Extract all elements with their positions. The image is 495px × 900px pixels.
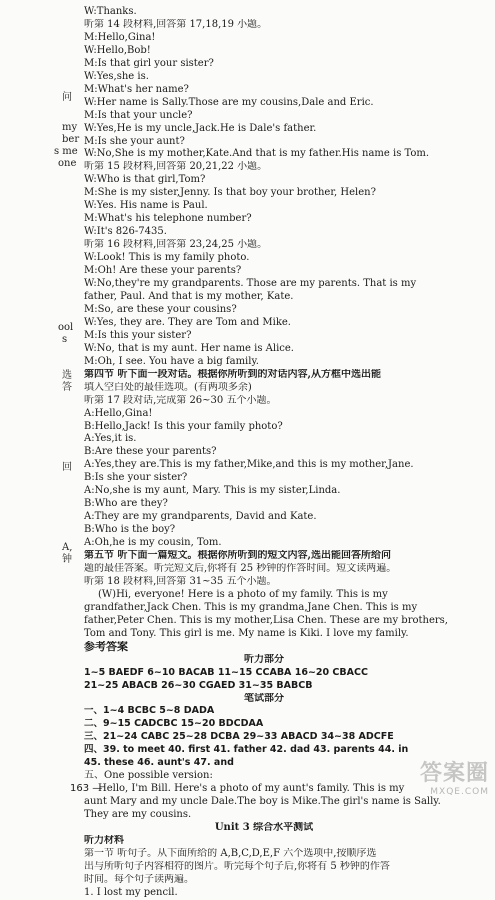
text-line: M:What's her name? xyxy=(84,83,189,95)
page-number: 163 — xyxy=(70,783,103,794)
text-line: 1. I lost my pencil. xyxy=(84,886,178,898)
text-line: M:So, are these your cousins? xyxy=(84,303,237,315)
text-line: M:She is my sister,Jenny. Is that boy your brother, Helen? xyxy=(84,187,376,199)
margin-note: 答 xyxy=(62,382,72,393)
text-line: A:They are my grandparents, David and Kate. xyxy=(84,511,317,523)
answer-row: 一、1~4 BCBC 5~8 DADA xyxy=(84,705,215,717)
section-instruction: 填入空白处的最佳选项。(有两项多余) xyxy=(84,381,252,393)
text-line: W:Yes. His name is Paul. xyxy=(84,200,208,212)
text-line: W:Her name is Sally.Those are my cousins,Dale and Eric. xyxy=(84,96,374,108)
left-margin-notes xyxy=(0,0,80,800)
text-line: Tom and Tony. This girl is me. My name is Kiki. I love my family. xyxy=(84,627,409,639)
text-line: W:No,She is my mother,Kate.And that is my father.His name is Tom. xyxy=(84,148,430,160)
text-line: W:Thanks. xyxy=(84,6,137,17)
text-line: M:Is that girl your sister? xyxy=(84,57,214,69)
answer-row: 三、21~24 CABC 25~28 DCBA 29~33 ABACD 34~38 ADCFE xyxy=(84,731,394,743)
text-line: M:Oh, I see. You have a big family. xyxy=(84,355,259,367)
section-heading: 第五节 听下面一篇短文。根据你所听到的短文内容,选出能回答所给问 xyxy=(84,550,391,562)
text-line: B:Who are they? xyxy=(84,498,168,510)
text-line: A:Oh,he is my cousin, Tom. xyxy=(84,537,222,549)
section-instruction: 出与所听句子内容相符的图片。听完每个句子后,你将有 5 秒钟的作答 xyxy=(84,860,390,872)
text-line: W:Yes,He is my uncle,Jack.He is Dale's father. xyxy=(84,122,317,134)
text-line: W:Yes,she is. xyxy=(84,70,149,82)
text-line: M:Oh! Are these your parents? xyxy=(84,265,242,277)
listening-part-heading: 听力部分 xyxy=(244,653,284,665)
text-line: A:Hello,Gina! xyxy=(84,407,153,419)
section-heading: 第四节 听下面一段对话。根据你所听到的对话内容,从方框中选出能 xyxy=(84,368,381,380)
text-line: W:Yes, they are. They are Tom and Mike. xyxy=(84,316,291,328)
section-instruction: 题的最佳答案。听完短文后,你将有 25 秒钟的作答时间。短文读两遍。 xyxy=(84,562,397,574)
margin-note: one xyxy=(58,158,77,169)
text-line: W:No, that is my aunt. Her name is Alice. xyxy=(84,342,294,354)
text-line: M:Is that your uncle? xyxy=(84,109,193,121)
text-line: aunt Mary and my uncle Dale.The boy is Mike.The girl's name is Sally. xyxy=(84,796,441,808)
section-instruction: 听第 14 段材料,回答第 17,18,19 小题。 xyxy=(84,18,268,30)
text-line: A:Yes,it is. xyxy=(84,433,137,445)
margin-note: s xyxy=(62,334,68,345)
text-line: A:No,she is my aunt, Mary. This is my sister,Linda. xyxy=(84,485,341,497)
text-line: W:Hello,Bob! xyxy=(84,44,151,56)
watermark-logo: 答案圈 MXQE.COM xyxy=(419,761,489,797)
section-instruction: 听第 15 段材料,回答第 20,21,22 小题。 xyxy=(84,161,268,173)
text-line: 五、One possible version: xyxy=(84,770,213,782)
margin-note: my xyxy=(62,122,78,133)
answer-row: 21~25 ABACB 26~30 CGAED 31~35 BABCB xyxy=(84,679,313,691)
margin-note: ool xyxy=(58,322,74,333)
written-part-heading: 笔试部分 xyxy=(244,692,284,704)
text-line: B:Hello,Jack! Is this your family photo? xyxy=(84,420,283,432)
answer-row: 45. these 46. aunt's 47. and xyxy=(84,757,234,769)
margin-note: A, xyxy=(62,542,73,553)
answer-row: 四、39. to meet 40. first 41. father 42. dad 43. parents 44. in xyxy=(84,744,409,756)
text-line: Hello, I'm Bill. Here's a photo of my aunt's family. This is my xyxy=(98,783,405,795)
text-line: W:Look! This is my family photo. xyxy=(84,252,250,264)
text-line: W:No,they're my grandparents. Those are my parents. That is my xyxy=(84,278,417,290)
listening-material-heading: 听力材料 xyxy=(84,835,124,846)
text-line: (W)Hi, everyone! Here is a photo of my family. This is my xyxy=(98,588,388,600)
text-line: M:Hello,Gina! xyxy=(84,31,156,43)
margin-note: 回 xyxy=(62,462,72,473)
text-line: M:Is this your sister? xyxy=(84,329,192,341)
text-line: A:Yes,they are.This is my father,Mike,and this is my mother,Jane. xyxy=(84,459,414,471)
text-line: They are my cousins. xyxy=(84,809,192,821)
margin-note: ber xyxy=(62,134,80,145)
section-instruction: 听第 18 段材料,回答第 31~35 五个小题。 xyxy=(84,575,277,587)
text-line: W:It's 826-7435. xyxy=(84,226,167,238)
answer-row: 1~5 BAEDF 6~10 BACAB 11~15 CCABA 16~20 CBACC xyxy=(84,666,368,678)
text-line: B:Are these your parents? xyxy=(84,446,217,458)
unit-heading: Unit 3 综合水平测试 xyxy=(214,822,314,834)
section-heading: 第一节 听句子。从下面所给的 A,B,C,D,E,F 六个选项中,按顺序选 xyxy=(84,847,377,859)
margin-note: 选 xyxy=(62,370,72,381)
section-instruction: 听第 17 段对话,完成第 26~30 五个小题。 xyxy=(84,394,277,406)
text-line: father, Paul. And that is my mother, Kate. xyxy=(84,290,294,302)
text-line: M:Is she your aunt? xyxy=(84,135,185,147)
text-line: W:Who is that girl,Tom? xyxy=(84,174,206,186)
text-line: B:Is she your sister? xyxy=(84,472,188,484)
text-line: M:What's his telephone number? xyxy=(84,213,252,225)
section-instruction: 听第 16 段材料,回答第 23,24,25 小题。 xyxy=(84,239,268,251)
section-instruction: 时间。每个句子读两遍。 xyxy=(84,873,194,885)
text-line: father,Peter Chen. This is my mother,Lisa Chen. These are my brothers, xyxy=(84,614,448,626)
answer-row: 二、9~15 CADCBC 15~20 BDCDAA xyxy=(84,718,264,730)
margin-note: 问 xyxy=(62,92,72,103)
text-line: B:Who is the boy? xyxy=(84,524,176,536)
margin-note: s me xyxy=(54,146,78,157)
text-line: grandfather,Jack Chen. This is my grandma,Jane Chen. This is my xyxy=(84,601,418,613)
answer-key-heading: 参考答案 xyxy=(84,640,128,653)
margin-note: 钟 xyxy=(62,554,72,565)
